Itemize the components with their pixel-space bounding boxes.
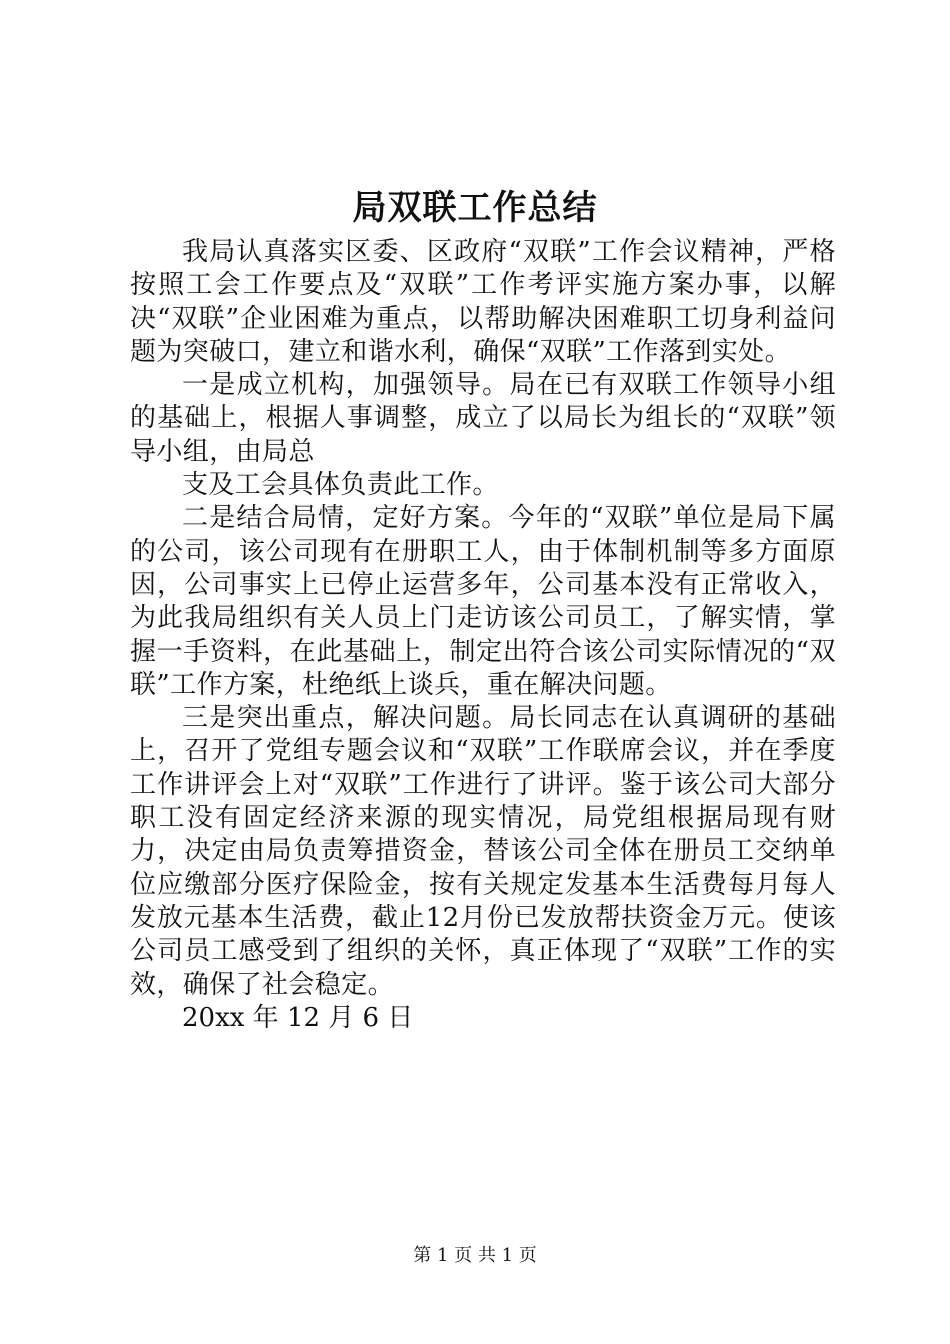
document-body bbox=[130, 236, 836, 1035]
paragraph-point-three: 三是突出重点，解决问题。局长同志在认真调研的基础上，召开了党组专题会议和“双联”工作联席会议，并在季度工作讲评会上对“双联”工作进行了讲评。鉴于该公司大部分职工没有固定经济来源的现实情况，局党组根据局现有财力，决定由局负责筹措资金，替该公司全体在册员工交纳单位应缴部分医疗保险金，按有关规定发基本生活费每月每人发放元基本生活费，截止12月份已发放帮扶资金万元。使该公司员工感受到了组织的关怀，真正体现了“双联”工作的实效，确保了社会稳定。 bbox=[130, 703, 836, 1000]
page-footer: 第 1 页 共 1 页 bbox=[413, 1245, 537, 1266]
document-title: 局双联工作总结 bbox=[352, 188, 598, 228]
paragraph-point-one-continued: 支及工会具体负责此工作。 bbox=[182, 470, 499, 501]
paragraph-point-one: 一是成立机构，加强领导。局在已有双联工作领导小组的基础上，根据人事调整，成立了以局长为组长的“双联”领导小组，由局总 bbox=[130, 370, 836, 467]
document-date: 20xx 年 12 月 6 日 bbox=[182, 1002, 414, 1033]
paragraph-point-two: 二是结合局情，定好方案。今年的“双联”单位是局下属的公司，该公司现有在册职工人，由于体制机制等多方面原因，公司事实上已停止运营多年，公司基本没有正常收入，为此我局组织有关人员上门走访该公司员工，了解实情，掌握一手资料，在此基础上，制定出符合该公司实际情况的“双联”工作方案，杜绝纸上谈兵，重在解决问题。 bbox=[130, 503, 836, 700]
paragraph-intro: 我局认真落实区委、区政府“双联”工作会议精神，严格按照工会工作要点及“双联”工作考评实施方案办事，以解决“双联”企业困难为重点，以帮助解决困难职工切身利益问题为突破口，建立和谐水利，确保“双联”工作落到实处。 bbox=[130, 237, 836, 367]
